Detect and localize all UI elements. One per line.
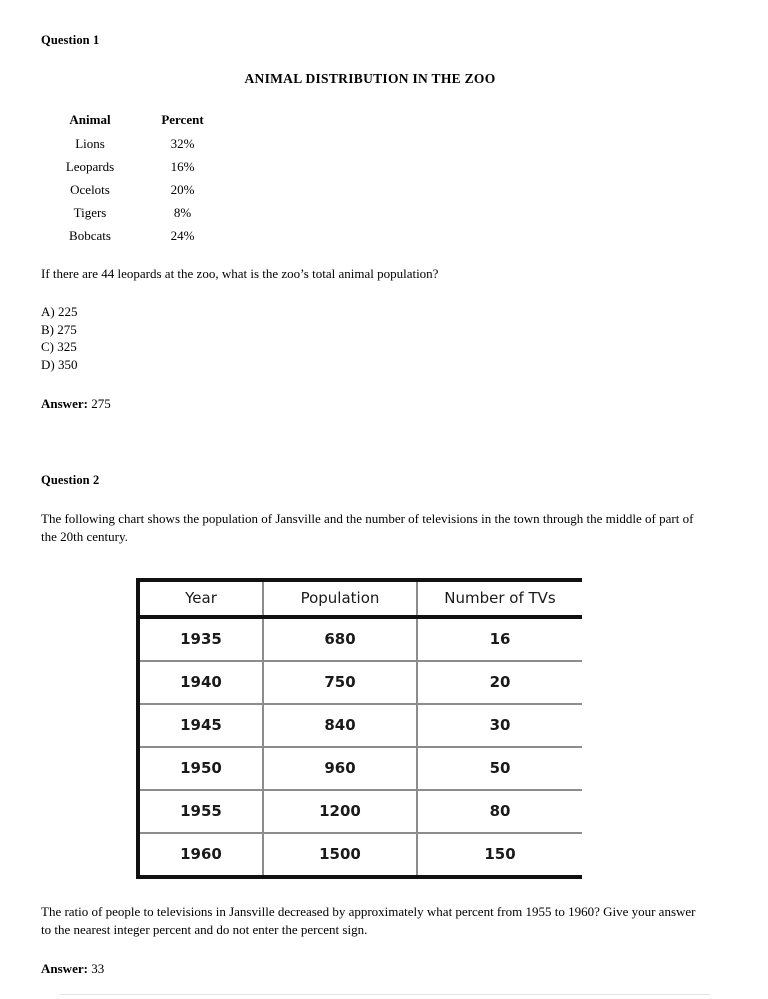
answer-label: Answer:	[41, 961, 88, 976]
jansville-population-tv-table	[140, 582, 582, 875]
table-row	[44, 201, 229, 224]
table-row	[140, 833, 582, 875]
answer-value: 33	[91, 961, 105, 976]
choice-b[interactable]: B) 275	[41, 321, 77, 337]
column-header-population: Population	[263, 582, 417, 617]
cell-population: 1500	[263, 833, 417, 875]
table-row	[140, 790, 582, 833]
cell-percent: 16%	[170, 159, 195, 174]
cell-population: 960	[263, 747, 417, 790]
answer-value: 275	[91, 396, 111, 411]
question-1-prompt: If there are 44 leopards at the zoo, what is the zoo’s total animal population?	[41, 266, 439, 281]
cell-percent: 24%	[170, 228, 195, 243]
jansville-table-container	[136, 578, 582, 879]
cell-percent: 20%	[170, 182, 195, 197]
table-row	[140, 661, 582, 704]
cell-tvs: 16	[417, 617, 582, 661]
question-2-answer	[41, 961, 104, 977]
cell-tvs: 80	[417, 790, 582, 833]
cell-animal: Leopards	[65, 159, 115, 174]
table-row	[44, 178, 229, 201]
cell-animal: Bobcats	[69, 228, 111, 243]
cell-population: 750	[263, 661, 417, 704]
cell-year: 1940	[140, 661, 263, 704]
table-row	[140, 747, 582, 790]
table-row	[140, 704, 582, 747]
table-header-row	[140, 582, 582, 617]
cell-tvs: 50	[417, 747, 582, 790]
footer-divider	[60, 994, 710, 995]
table-row	[44, 132, 229, 155]
question-1-heading: Question 1	[41, 33, 100, 47]
question-2-heading: Question 2	[41, 473, 100, 487]
cell-animal: Ocelots	[70, 182, 110, 197]
zoo-table-title: ANIMAL DISTRIBUTION IN THE ZOO	[244, 71, 496, 86]
cell-year: 1960	[140, 833, 263, 875]
question-1-choices	[41, 303, 77, 373]
cell-animal: Tigers	[73, 205, 107, 220]
column-header-animal: Animal	[69, 112, 111, 127]
answer-label: Answer:	[41, 396, 88, 411]
column-header-percent: Percent	[161, 112, 204, 127]
table-row	[140, 617, 582, 661]
cell-year: 1945	[140, 704, 263, 747]
cell-percent: 32%	[170, 136, 195, 151]
cell-population: 680	[263, 617, 417, 661]
cell-year: 1955	[140, 790, 263, 833]
cell-year: 1950	[140, 747, 263, 790]
choice-d[interactable]: D) 350	[41, 356, 78, 372]
cell-year: 1935	[140, 617, 263, 661]
cell-tvs: 30	[417, 704, 582, 747]
cell-tvs: 150	[417, 833, 582, 875]
question-2-prompt: The ratio of people to televisions in Jansville decreased by approximately what percent from 1955 to 1960? Give your answer to the nearest integer percent and do not enter the percent sign.	[41, 904, 696, 937]
cell-percent: 8%	[173, 205, 192, 220]
column-header-year: Year	[140, 582, 263, 617]
choice-c[interactable]: C) 325	[41, 339, 77, 354]
cell-population: 840	[263, 704, 417, 747]
cell-population: 1200	[263, 790, 417, 833]
table-header-row	[44, 108, 229, 132]
table-row	[44, 155, 229, 178]
question-1-answer	[41, 396, 111, 412]
column-header-number-of-tvs: Number of TVs	[417, 582, 582, 617]
table-row	[44, 224, 229, 247]
animal-distribution-table	[44, 108, 229, 247]
cell-animal: Lions	[75, 136, 105, 151]
question-2-intro: The following chart shows the population of Jansville and the number of televisions in the town through the middle of part of the 20th century.	[41, 511, 694, 544]
cell-tvs: 20	[417, 661, 582, 704]
choice-a[interactable]: A) 225	[41, 304, 78, 319]
